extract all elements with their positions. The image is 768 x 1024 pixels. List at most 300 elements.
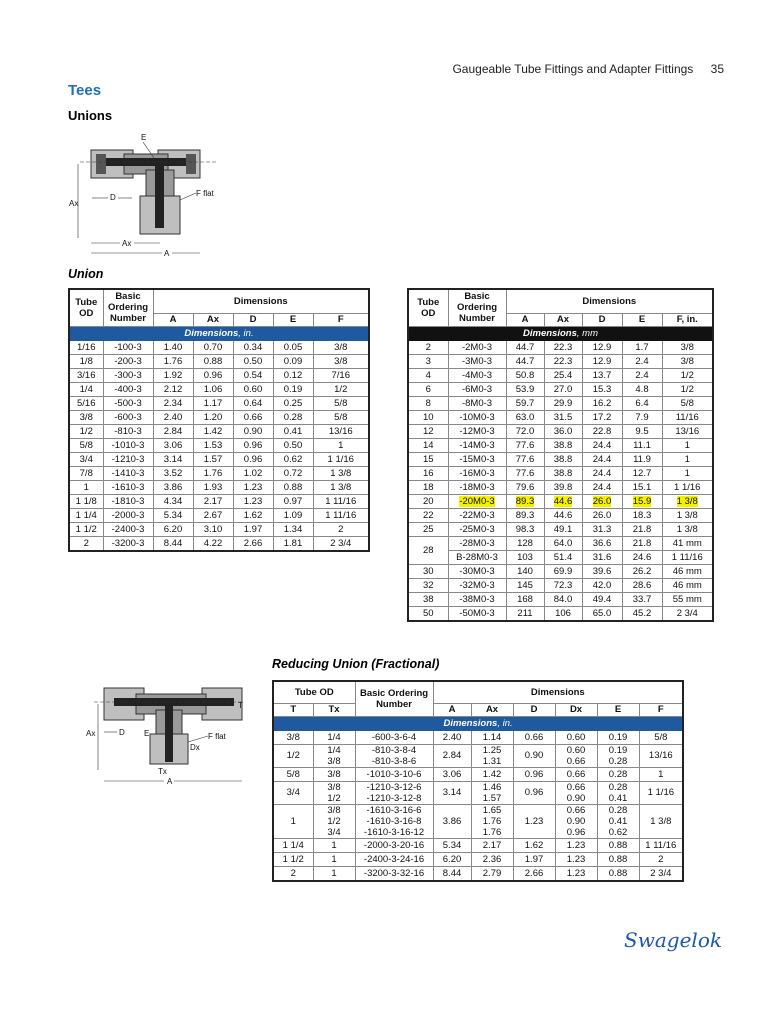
table-row [408, 382, 713, 396]
cell-dx [555, 866, 597, 881]
cell-t: 1 1/4 [273, 838, 313, 852]
cell-dim-e: 0.97 [273, 494, 313, 508]
label-d: D [110, 193, 116, 202]
cell-line: 1.76 [482, 826, 502, 838]
cell-f: 13/16 [639, 744, 683, 767]
col-basic-ordering: Basic Ordering Number [103, 289, 153, 326]
cell-dim-ax: 106 [544, 606, 582, 621]
section-title: Tees [68, 82, 102, 99]
cell-dim-ax: 36.0 [544, 424, 582, 438]
cell-dim-a: 3.86 [153, 480, 193, 494]
cell-line: 0.28 [608, 781, 628, 793]
cell-dim-e: 0.41 [273, 424, 313, 438]
table-row [69, 522, 369, 536]
table-row [273, 866, 683, 881]
cell-line: 2.79 [482, 867, 502, 879]
reducing-caption: Reducing Union (Fractional) [272, 657, 440, 671]
cell-dim-a: 77.6 [506, 466, 544, 480]
cell-tube-od: 1 [69, 480, 103, 494]
cell-dim-d [582, 494, 622, 508]
cell-ordering-number: -200-3 [103, 354, 153, 368]
cell-line: -1610-3-16-12 [363, 826, 425, 838]
cell-dim-e: 21.8 [622, 522, 662, 536]
cell-dim-a: 53.9 [506, 382, 544, 396]
cell-line: -1210-3-12-8 [366, 792, 422, 804]
cell-ax [471, 852, 513, 866]
cell-tube-od: 22 [408, 508, 448, 522]
cell-dim-ax: 31.5 [544, 410, 582, 424]
cell-ordering-number: -14M0-3 [448, 438, 506, 452]
table-row [408, 340, 713, 354]
col-basic-ordering: Basic Ordering Number [448, 289, 506, 326]
table-row [408, 452, 713, 466]
cell-e [597, 804, 639, 838]
cell-ordering-number: -2000-3 [103, 508, 153, 522]
cell-ordering-number: -18M0-3 [448, 480, 506, 494]
cell-dim-f: 1 3/8 [313, 480, 369, 494]
cell-dim-e: 26.2 [622, 564, 662, 578]
label-a: A [164, 249, 170, 258]
cell-dim-a: 6.20 [153, 522, 193, 536]
cell-dim-f [662, 494, 713, 508]
cell-num [355, 744, 433, 767]
cell-tx [313, 781, 355, 804]
col-a: A [506, 313, 544, 326]
cell-t: 3/4 [273, 781, 313, 804]
cell-dim-d: 1.23 [233, 480, 273, 494]
cell-dim-d: 0.64 [233, 396, 273, 410]
cell-dim-f: 1/2 [662, 382, 713, 396]
cell-t: 5/8 [273, 767, 313, 781]
table-row [69, 382, 369, 396]
cell-e [597, 838, 639, 852]
cell-tube-od: 38 [408, 592, 448, 606]
cell-dim-d: 0.66 [233, 410, 273, 424]
cell-line: 0.66 [566, 781, 586, 793]
cell-tx [313, 866, 355, 881]
cell-dim-a: 211 [506, 606, 544, 621]
cell-dim-d: 24.4 [582, 480, 622, 494]
cell-dim-f: 11/16 [662, 410, 713, 424]
cell-num [355, 838, 433, 852]
cell-tube-od: 5/16 [69, 396, 103, 410]
cell-dim-f: 1 3/8 [313, 466, 369, 480]
cell-line: 0.60 [566, 731, 586, 743]
cell-dim-e: 0.72 [273, 466, 313, 480]
cell-tube-od: 18 [408, 480, 448, 494]
cell-dim-ax: 3.10 [193, 522, 233, 536]
table-row [69, 368, 369, 382]
cell-dim-e: 1.81 [273, 536, 313, 551]
table-row [69, 354, 369, 368]
cell-ordering-number: -400-3 [103, 382, 153, 396]
cell-ordering-number: -2M0-3 [448, 340, 506, 354]
col-a: A [433, 703, 471, 716]
cell-dim-d: 2.66 [233, 536, 273, 551]
table-row [408, 480, 713, 494]
cell-dim-e: 0.05 [273, 340, 313, 354]
col-f: F, in. [662, 313, 713, 326]
col-f: F [313, 313, 369, 326]
cell-dim-f: 1/2 [313, 382, 369, 396]
cell-dim-e: 2.4 [622, 354, 662, 368]
cell-dim-f: 13/16 [662, 424, 713, 438]
cell-dim-a: 2.34 [153, 396, 193, 410]
cell-dim-d: 24.4 [582, 438, 622, 452]
table-row [408, 508, 713, 522]
cell-tube-od: 3/8 [69, 410, 103, 424]
cell-dim-e: 0.19 [273, 382, 313, 396]
cell-line: 3/8 [327, 781, 341, 793]
cell-line: 0.28 [608, 755, 628, 767]
cell-line: 0.88 [608, 853, 628, 865]
cell-e [597, 767, 639, 781]
cell-dim-ax [544, 494, 582, 508]
cell-t: 1 1/2 [273, 852, 313, 866]
cell-tube-od: 50 [408, 606, 448, 621]
cell-dim-ax: 22.3 [544, 354, 582, 368]
cell-ordering-number: -100-3 [103, 340, 153, 354]
cell-dim-e: 1.7 [622, 340, 662, 354]
cell-dim-ax: 38.8 [544, 466, 582, 480]
cell-ordering-number: -1210-3 [103, 452, 153, 466]
cell-dim-ax: 1.17 [193, 396, 233, 410]
table-row [69, 480, 369, 494]
cell-line: -3200-3-32-16 [363, 867, 425, 879]
cell-ordering-number: -1610-3 [103, 480, 153, 494]
label-dx: Dx [190, 743, 200, 752]
cell-line: -1610-3-16-8 [366, 815, 422, 827]
cell-ordering-number: -1410-3 [103, 466, 153, 480]
cell-dim-d: 0.50 [233, 354, 273, 368]
cell-line: 0.19 [608, 731, 628, 743]
cell-dim-a: 72.0 [506, 424, 544, 438]
cell-t: 2 [273, 866, 313, 881]
cell-line: -600-3-6-4 [371, 731, 417, 743]
page-number: 35 [710, 62, 724, 76]
cell-line: 1.46 [482, 781, 502, 793]
col-t: T [273, 703, 313, 716]
cell-num [355, 866, 433, 881]
cell-a: 3.14 [433, 781, 471, 804]
cell-line: 0.66 [566, 768, 586, 780]
cell-line: 1 [331, 867, 337, 879]
cell-ax [471, 804, 513, 838]
cell-dim-ax: 25.4 [544, 368, 582, 382]
col-d: D [233, 313, 273, 326]
cell-dim-e: 0.09 [273, 354, 313, 368]
cell-d: 1.97 [513, 852, 555, 866]
cell-line: 1.23 [566, 839, 586, 851]
cell-tube-od: 25 [408, 522, 448, 536]
cell-dim-ax: 1.53 [193, 438, 233, 452]
cell-tube-od: 1/8 [69, 354, 103, 368]
union-caption: Union [68, 267, 104, 281]
cell-t: 1 [273, 804, 313, 838]
cell-tube-od: 32 [408, 578, 448, 592]
cell-tube-od: 7/8 [69, 466, 103, 480]
cell-num [355, 804, 433, 838]
cell-dim-ax: 72.3 [544, 578, 582, 592]
label-e: E [141, 133, 147, 142]
subsection-title: Unions [68, 108, 113, 123]
cell-line: -810-3-8-6 [371, 755, 417, 767]
cell-dim-f: 1 3/8 [662, 522, 713, 536]
cell-dim-d: 0.90 [233, 424, 273, 438]
cell-e [597, 852, 639, 866]
cell-dim-e: 33.7 [622, 592, 662, 606]
cell-tube-od: 3/16 [69, 368, 103, 382]
cell-tube-od: 15 [408, 452, 448, 466]
cell-d: 0.96 [513, 767, 555, 781]
cell-dim-d: 24.4 [582, 452, 622, 466]
cell-dim-ax: 22.3 [544, 340, 582, 354]
cell-dim-f: 1 11/16 [313, 508, 369, 522]
cell-dim-d: 24.4 [582, 466, 622, 480]
cell-line: 1/4 [327, 731, 341, 743]
cell-dim-ax: 44.6 [544, 508, 582, 522]
cell-dim-ax: 1.42 [193, 424, 233, 438]
cell-dim-a: 3.06 [153, 438, 193, 452]
cell-line: 1/2 [327, 792, 341, 804]
label-f-flat: F flat [196, 189, 214, 198]
cell-line: 0.90 [566, 815, 586, 827]
cell-line: -2400-3-24-16 [363, 853, 425, 865]
cell-tube-od: 2 [69, 536, 103, 551]
cell-line: 3/8 [327, 768, 341, 780]
cell-tube-od: 12 [408, 424, 448, 438]
running-header-title: Gaugeable Tube Fittings and Adapter Fittings [452, 62, 694, 76]
cell-ordering-number: -600-3 [103, 410, 153, 424]
cell-dim-a: 2.12 [153, 382, 193, 396]
cell-dim-f: 2 [313, 522, 369, 536]
units-band: Dimensions, mm [408, 326, 713, 340]
cell-dim-e: 28.6 [622, 578, 662, 592]
cell-ordering-number [448, 494, 506, 508]
table-row [273, 730, 683, 744]
table-row [408, 564, 713, 578]
cell-dim-a: 8.44 [153, 536, 193, 551]
cell-a: 8.44 [433, 866, 471, 881]
cell-dim-f: 3/8 [313, 340, 369, 354]
cell-line: 0.66 [566, 804, 586, 816]
cell-f: 2 3/4 [639, 866, 683, 881]
table-row [273, 781, 683, 804]
table-row [69, 508, 369, 522]
cell-tube-od: 14 [408, 438, 448, 452]
cell-dim-a: 44.7 [506, 354, 544, 368]
units-band: Dimensions, in. [69, 326, 369, 340]
cell-line: 1.57 [482, 792, 502, 804]
cell-ordering-number: -8M0-3 [448, 396, 506, 410]
cell-ordering-number: -12M0-3 [448, 424, 506, 438]
cell-dim-d: 49.4 [582, 592, 622, 606]
cell-dx [555, 852, 597, 866]
cell-tube-od: 10 [408, 410, 448, 424]
col-d: D [513, 703, 555, 716]
cell-dim-f: 1 11/16 [662, 550, 713, 564]
cell-tube-od: 16 [408, 466, 448, 480]
col-ax: Ax [193, 313, 233, 326]
cell-dim-e: 18.3 [622, 508, 662, 522]
cell-line: 0.62 [608, 826, 628, 838]
cell-line: -1010-3-10-6 [366, 768, 422, 780]
cell-dim-d: 31.6 [582, 550, 622, 564]
cell-ax [471, 730, 513, 744]
cell-tx [313, 767, 355, 781]
cell-dim-e: 11.1 [622, 438, 662, 452]
cell-dim-a: 3.52 [153, 466, 193, 480]
cell-ordering-number: -3M0-3 [448, 354, 506, 368]
table-row [69, 438, 369, 452]
reducing-union-table [272, 680, 684, 882]
cell-dx [555, 767, 597, 781]
cell-d: 1.62 [513, 838, 555, 852]
cell-line: -810-3-8-4 [371, 744, 417, 756]
table-row [273, 838, 683, 852]
cell-dim-ax: 0.96 [193, 368, 233, 382]
cell-line: 0.96 [566, 826, 586, 838]
table-row [273, 767, 683, 781]
label-e: E [144, 729, 150, 738]
cell-dim-a: 1.76 [153, 354, 193, 368]
cell-dim-e: 12.7 [622, 466, 662, 480]
cell-f: 1 1/16 [639, 781, 683, 804]
cell-d: 2.66 [513, 866, 555, 881]
cell-dim-d: 26.0 [582, 508, 622, 522]
table-row [408, 368, 713, 382]
cell-line: 1/4 [327, 744, 341, 756]
cell-dim-f: 3/8 [313, 354, 369, 368]
cell-dim-f: 2 3/4 [662, 606, 713, 621]
cell-dx [555, 804, 597, 838]
cell-dim-f: 3/8 [662, 340, 713, 354]
cell-dim-e: 0.50 [273, 438, 313, 452]
cell-tube-od: 6 [408, 382, 448, 396]
cell-dim-d: 16.2 [582, 396, 622, 410]
cell-line: 0.66 [566, 755, 586, 767]
cell-dim-ax: 1.06 [193, 382, 233, 396]
cell-dx [555, 730, 597, 744]
cell-a: 2.84 [433, 744, 471, 767]
cell-e [597, 781, 639, 804]
cell-ax [471, 744, 513, 767]
highlighted-value: 1 3/8 [676, 495, 698, 507]
cell-dim-d: 13.7 [582, 368, 622, 382]
cell-ordering-number: -30M0-3 [448, 564, 506, 578]
cell-dim-a: 1.40 [153, 340, 193, 354]
cell-ax [471, 781, 513, 804]
cell-tube-od: 1 1/8 [69, 494, 103, 508]
cell-dim-f: 1/2 [662, 368, 713, 382]
col-e: E [597, 703, 639, 716]
cell-t: 1/2 [273, 744, 313, 767]
swagelok-logo: Swagelok [624, 928, 722, 952]
cell-num [355, 781, 433, 804]
cell-dim-a: 140 [506, 564, 544, 578]
cell-line: 0.88 [608, 867, 628, 879]
table-row [69, 396, 369, 410]
cell-ordering-number: -25M0-3 [448, 522, 506, 536]
cell-num [355, 767, 433, 781]
cell-dim-d: 22.8 [582, 424, 622, 438]
col-tube-od: Tube OD [69, 289, 103, 326]
cell-tx [313, 838, 355, 852]
cell-dim-d: 0.34 [233, 340, 273, 354]
cell-line: 1.42 [482, 768, 502, 780]
cell-line: 1.23 [566, 867, 586, 879]
cell-tube-od: 5/8 [69, 438, 103, 452]
cell-dim-ax: 69.9 [544, 564, 582, 578]
cell-dim-d: 15.3 [582, 382, 622, 396]
cell-ax [471, 838, 513, 852]
cell-dim-e: 0.12 [273, 368, 313, 382]
cell-dx [555, 744, 597, 767]
col-ax: Ax [544, 313, 582, 326]
highlighted-value: -20M0-3 [459, 495, 495, 507]
label-ax: Ax [86, 729, 96, 738]
cell-dim-a: 89.3 [506, 508, 544, 522]
cell-dim-e: 7.9 [622, 410, 662, 424]
cell-dim-e: 0.88 [273, 480, 313, 494]
cell-line: -1210-3-12-6 [366, 781, 422, 793]
cell-dim-ax: 0.70 [193, 340, 233, 354]
table-row [408, 578, 713, 592]
cell-dim-a: 145 [506, 578, 544, 592]
label-a: A [167, 777, 173, 786]
cell-a: 3.06 [433, 767, 471, 781]
cell-line: 0.41 [608, 815, 628, 827]
cell-dim-a: 77.6 [506, 452, 544, 466]
table-row [408, 424, 713, 438]
cell-dim-ax: 39.8 [544, 480, 582, 494]
cell-dx [555, 838, 597, 852]
highlighted-value: 26.0 [592, 495, 612, 507]
union-tee-diagram [66, 128, 226, 260]
cell-dim-d: 0.96 [233, 438, 273, 452]
col-d: D [582, 313, 622, 326]
cell-dim-d: 31.3 [582, 522, 622, 536]
cell-dim-f: 1 [662, 466, 713, 480]
cell-dim-e: 1.34 [273, 522, 313, 536]
cell-dim-a: 4.34 [153, 494, 193, 508]
cell-dim-e: 2.4 [622, 368, 662, 382]
cell-dim-a: 103 [506, 550, 544, 564]
cell-dim-a: 59.7 [506, 396, 544, 410]
cell-dim-ax: 38.8 [544, 438, 582, 452]
cell-dim-e: 9.5 [622, 424, 662, 438]
col-dimensions: Dimensions [153, 289, 369, 313]
cell-dim-f: 1 3/8 [662, 508, 713, 522]
col-a: A [153, 313, 193, 326]
cell-ordering-number: -22M0-3 [448, 508, 506, 522]
cell-tube-od: 2 [408, 340, 448, 354]
cell-dim-d: 0.54 [233, 368, 273, 382]
cell-dim-f: 3/8 [662, 354, 713, 368]
cell-line: 1.25 [482, 744, 502, 756]
cell-tube-od: 3 [408, 354, 448, 368]
cell-line: 1 [331, 839, 337, 851]
table-row [69, 452, 369, 466]
cell-dim-ax: 1.20 [193, 410, 233, 424]
table-row [273, 804, 683, 838]
cell-ordering-number: -300-3 [103, 368, 153, 382]
highlighted-value: 44.6 [553, 495, 573, 507]
cell-ordering-number: -1810-3 [103, 494, 153, 508]
cell-dim-f: 1 11/16 [313, 494, 369, 508]
cell-tube-od: 28 [408, 536, 448, 564]
cell-dim-e [622, 494, 662, 508]
